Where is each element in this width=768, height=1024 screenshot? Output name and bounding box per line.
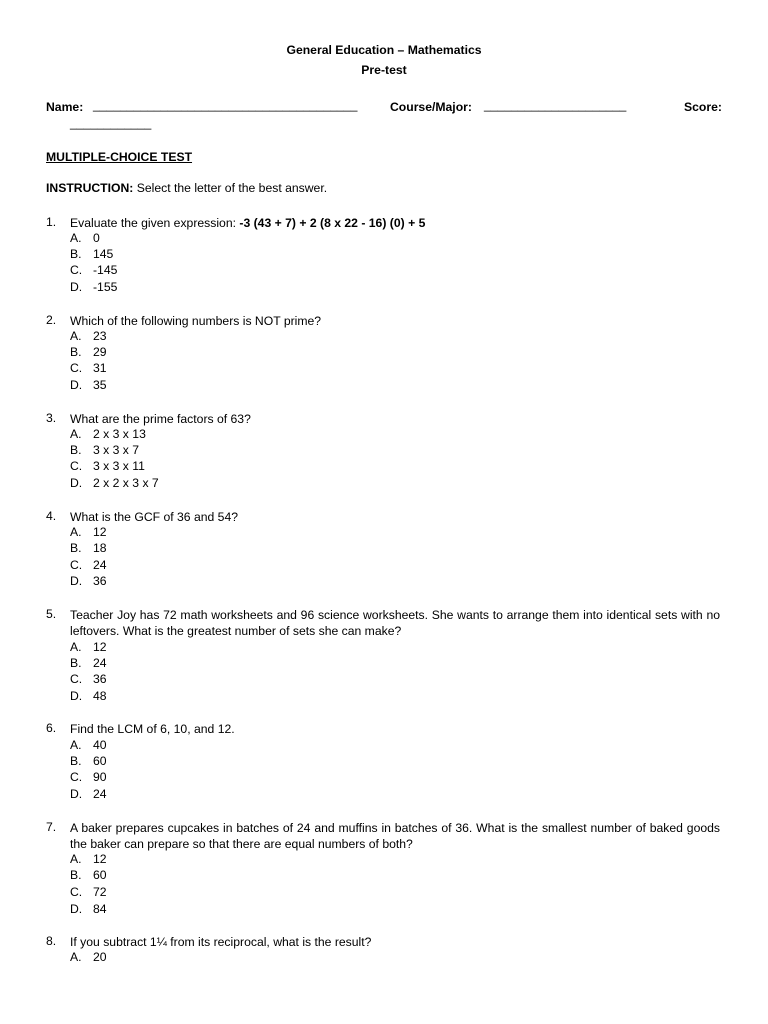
choice-letter: B.	[70, 345, 82, 359]
choice-a[interactable]	[70, 738, 107, 752]
choice-letter: A.	[70, 738, 82, 752]
question-number: 3.	[46, 411, 57, 425]
choice-letter: B.	[70, 541, 82, 555]
choice-b[interactable]	[70, 656, 107, 670]
question-expression: -3 (43 + 7) + 2 (8 x 22 - 16) (0) + 5	[239, 216, 426, 230]
choice-text: 12	[93, 852, 107, 866]
choice-letter: B.	[70, 754, 82, 768]
choice-text: -145	[93, 263, 118, 277]
choice-a[interactable]	[70, 231, 100, 245]
choice-d[interactable]	[70, 280, 117, 294]
question-number: 8.	[46, 934, 57, 948]
choice-text: 2 x 2 x 3 x 7	[93, 476, 159, 490]
choice-text: 12	[93, 525, 107, 539]
name-label: Name:	[46, 100, 84, 114]
question-text-plain: Evaluate the given expression:	[70, 216, 240, 230]
choice-letter: A.	[70, 231, 82, 245]
question-number: 7.	[46, 820, 57, 834]
instruction-text: Select the letter of the best answer.	[133, 181, 328, 195]
choice-text: 60	[93, 868, 107, 882]
question-number: 2.	[46, 313, 57, 327]
choice-text: -155	[93, 280, 118, 294]
choice-letter: A.	[70, 525, 82, 539]
choice-text: 40	[93, 738, 107, 752]
choice-letter: C.	[70, 361, 83, 375]
instruction	[46, 181, 327, 195]
choice-d[interactable]	[70, 902, 107, 916]
choice-text: 145	[93, 247, 114, 261]
choice-b[interactable]	[70, 345, 107, 359]
question-number: 6.	[46, 721, 57, 735]
choice-a[interactable]	[70, 950, 107, 964]
choice-letter: D.	[70, 476, 83, 490]
choice-letter: D.	[70, 378, 83, 392]
course-blank: _____________________	[484, 98, 627, 112]
choice-text: 12	[93, 640, 107, 654]
instruction-label: INSTRUCTION:	[46, 181, 134, 195]
choice-letter: C.	[70, 263, 83, 277]
document-title: General Education – Mathematics	[286, 43, 482, 57]
choice-b[interactable]	[70, 868, 107, 882]
choice-a[interactable]	[70, 640, 107, 654]
choice-a[interactable]	[70, 852, 107, 866]
choice-letter: C.	[70, 770, 83, 784]
choice-c[interactable]	[70, 361, 107, 375]
choice-letter: D.	[70, 689, 83, 703]
choice-letter: D.	[70, 902, 83, 916]
choice-text: 35	[93, 378, 107, 392]
choice-text: 72	[93, 885, 107, 899]
choice-b[interactable]	[70, 541, 107, 555]
question-text: A baker prepares cupcakes in batches of 24 and muffins in batches of 36. What is the smallest number of baked goods the baker can prepare so that there are equal numbers of both?	[70, 821, 720, 852]
choice-c[interactable]	[70, 459, 145, 473]
choice-c[interactable]	[70, 558, 107, 572]
choice-text: 0	[93, 231, 100, 245]
choice-text: 2 x 3 x 13	[93, 427, 146, 441]
choice-d[interactable]	[70, 787, 107, 801]
choice-c[interactable]	[70, 263, 117, 277]
choice-b[interactable]	[70, 443, 139, 457]
choice-letter: A.	[70, 329, 82, 343]
choice-letter: C.	[70, 885, 83, 899]
choice-letter: B.	[70, 868, 82, 882]
choice-text: 36	[93, 672, 107, 686]
choice-letter: D.	[70, 280, 83, 294]
choice-text: 90	[93, 770, 107, 784]
choice-c[interactable]	[70, 770, 107, 784]
question-text: If you subtract 1¼ from its reciprocal, what is the result?	[70, 935, 372, 949]
course-label: Course/Major:	[390, 100, 472, 114]
choice-b[interactable]	[70, 754, 107, 768]
choice-text: 24	[93, 558, 107, 572]
choice-letter: A.	[70, 640, 82, 654]
choice-b[interactable]	[70, 247, 113, 261]
choice-letter: C.	[70, 672, 83, 686]
score-label: Score:	[684, 100, 722, 114]
choice-d[interactable]	[70, 378, 107, 392]
choice-letter: A.	[70, 852, 82, 866]
question-text: What are the prime factors of 63?	[70, 412, 251, 426]
question-number: 5.	[46, 607, 57, 621]
question-number: 1.	[46, 215, 57, 229]
question-text: Teacher Joy has 72 math worksheets and 96 science worksheets. She wants to arrange them into identical sets with no leftovers. What is the greatest number of sets she can make?	[70, 608, 720, 639]
score-blank: ____________	[70, 116, 152, 130]
question-text	[70, 215, 720, 231]
choice-letter: B.	[70, 656, 82, 670]
choice-text: 29	[93, 345, 107, 359]
choice-a[interactable]	[70, 427, 146, 441]
question-text: What is the GCF of 36 and 54?	[70, 510, 239, 524]
choice-text: 48	[93, 689, 107, 703]
choice-c[interactable]	[70, 885, 107, 899]
choice-letter: C.	[70, 459, 83, 473]
choice-letter: A.	[70, 427, 82, 441]
choice-d[interactable]	[70, 689, 107, 703]
choice-d[interactable]	[70, 574, 107, 588]
name-blank: _______________________________________	[93, 98, 358, 112]
choice-letter: B.	[70, 443, 82, 457]
section-title: MULTIPLE-CHOICE TEST	[46, 150, 193, 164]
choice-text: 20	[93, 950, 107, 964]
choice-letter: C.	[70, 558, 83, 572]
choice-letter: D.	[70, 574, 83, 588]
choice-text: 24	[93, 787, 107, 801]
choice-text: 24	[93, 656, 107, 670]
document-subtitle: Pre-test	[361, 63, 407, 77]
choice-text: 18	[93, 541, 107, 555]
choice-letter: A.	[70, 950, 82, 964]
question-text: Find the LCM of 6, 10, and 12.	[70, 722, 235, 736]
question-text: Which of the following numbers is NOT prime?	[70, 314, 322, 328]
choice-letter: B.	[70, 247, 82, 261]
choice-a[interactable]	[70, 525, 107, 539]
choice-text: 31	[93, 361, 107, 375]
choice-text: 84	[93, 902, 107, 916]
choice-a[interactable]	[70, 329, 107, 343]
choice-text: 3 x 3 x 11	[93, 459, 145, 473]
choice-text: 3 x 3 x 7	[93, 443, 140, 457]
choice-text: 23	[93, 329, 107, 343]
choice-c[interactable]	[70, 672, 107, 686]
choice-text: 60	[93, 754, 107, 768]
choice-letter: D.	[70, 787, 83, 801]
choice-d[interactable]	[70, 476, 159, 490]
question-number: 4.	[46, 509, 57, 523]
choice-text: 36	[93, 574, 107, 588]
